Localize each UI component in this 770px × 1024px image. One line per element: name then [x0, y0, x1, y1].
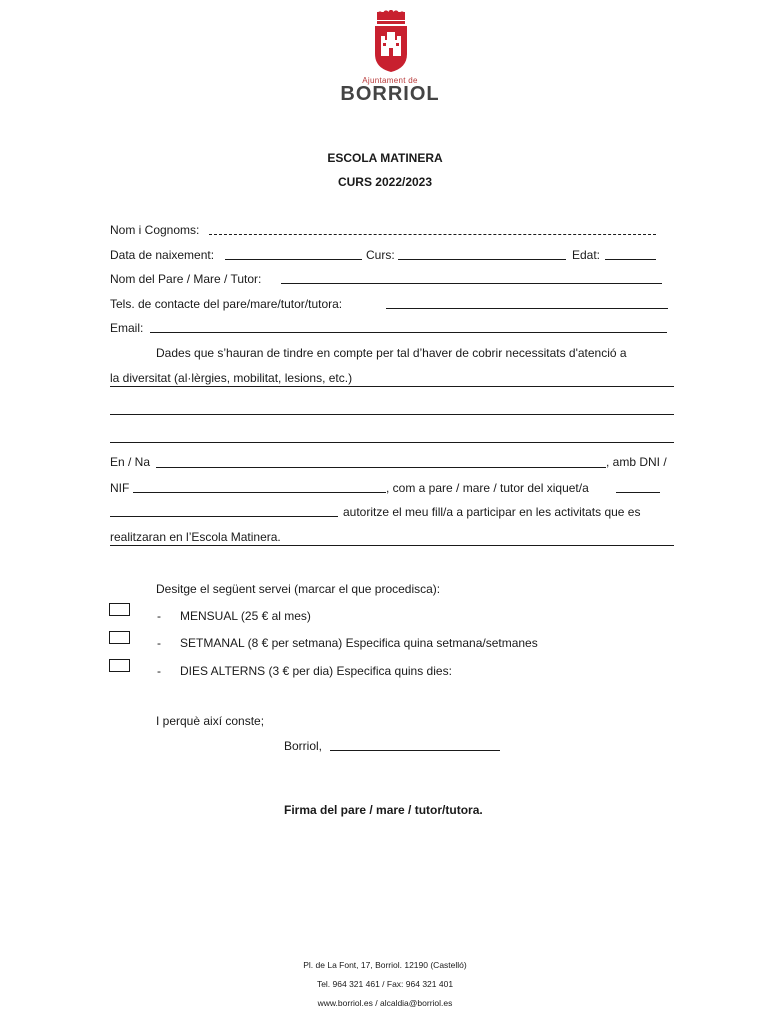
- xiquet-name-field[interactable]: [110, 516, 338, 517]
- data-naixement-field[interactable]: [225, 259, 362, 260]
- nif-label: NIF: [110, 481, 130, 495]
- date-field[interactable]: [330, 750, 500, 751]
- en-na-field[interactable]: [156, 467, 606, 468]
- dades-text-line2: la diversitat (al·lèrgies, mobilitat, lesions, etc.): [110, 371, 353, 385]
- nom-label: Nom i Cognoms:: [110, 223, 200, 237]
- mensual-label: MENSUAL (25 € al mes): [180, 609, 311, 623]
- page-subtitle: CURS 2022/2023: [337, 175, 433, 189]
- realitzaran-underline: [110, 545, 674, 546]
- curs-field[interactable]: [398, 259, 566, 260]
- nom-pare-field[interactable]: [281, 283, 662, 284]
- page-title: ESCOLA MATINERA: [327, 151, 443, 165]
- coat-of-arms-icon: [373, 10, 409, 74]
- nom-field[interactable]: [209, 234, 656, 235]
- mensual-dash: -: [157, 609, 161, 623]
- en-na-label: En / Na: [110, 455, 151, 469]
- dades-field-line3[interactable]: [110, 442, 674, 443]
- curs-label: Curs:: [366, 248, 395, 262]
- footer-address: Pl. de La Font, 17, Borriol. 12190 (Castelló): [303, 960, 467, 970]
- footer-web: www.borriol.es / alcaldia@borriol.es: [317, 998, 453, 1008]
- footer-phone: Tel. 964 321 461 / Fax: 964 321 401: [316, 979, 454, 989]
- dies-alterns-checkbox[interactable]: [109, 659, 130, 672]
- municipal-logo: [340, 10, 440, 105]
- setmanal-checkbox[interactable]: [109, 631, 130, 644]
- dies-alterns-label: DIES ALTERNS (3 € per dia) Especifica quins dies:: [180, 664, 452, 678]
- email-label: Email:: [110, 321, 144, 335]
- com-a-label: , com a pare / mare / tutor del xiquet/a: [386, 481, 589, 495]
- tels-label: Tels. de contacte del pare/mare/tutor/tutora:: [110, 297, 343, 311]
- dades-field-line1[interactable]: [110, 386, 674, 387]
- autoritze-label: autoritze el meu fill/a a participar en les activitats que es: [343, 505, 641, 519]
- logo-name: BORRIOL: [340, 83, 440, 105]
- realitzaran-label: realitzaran en l’Escola Matinera.: [110, 530, 281, 544]
- place-label: Borriol,: [284, 739, 323, 753]
- setmanal-dash: -: [157, 636, 161, 650]
- email-field[interactable]: [150, 332, 667, 333]
- conste-text: I perquè així conste;: [156, 714, 265, 728]
- amb-dni-label: , amb DNI /: [606, 455, 667, 469]
- logo-small-text: Ajuntament de: [362, 76, 418, 85]
- dades-text-line1: Dades que s’hauran de tindre en compte per tal d’haver de cobrir necessitats d'atenció a: [156, 346, 627, 360]
- service-intro: Desitge el següent servei (marcar el que procedisca):: [156, 582, 441, 596]
- xiquet-field[interactable]: [616, 492, 660, 493]
- edat-field[interactable]: [605, 259, 656, 260]
- edat-label: Edat:: [572, 248, 601, 262]
- mensual-checkbox[interactable]: [109, 603, 130, 616]
- dades-field-line2[interactable]: [110, 414, 674, 415]
- dies-alterns-dash: -: [157, 664, 161, 678]
- nif-field[interactable]: [133, 492, 386, 493]
- nom-pare-label: Nom del Pare / Mare / Tutor:: [110, 272, 262, 286]
- tels-field[interactable]: [386, 308, 668, 309]
- setmanal-label: SETMANAL (8 € per setmana) Especifica quina setmana/setmanes: [180, 636, 538, 650]
- signature-label: Firma del pare / mare / tutor/tutora.: [284, 803, 483, 817]
- data-naixement-label: Data de naixement:: [110, 248, 215, 262]
